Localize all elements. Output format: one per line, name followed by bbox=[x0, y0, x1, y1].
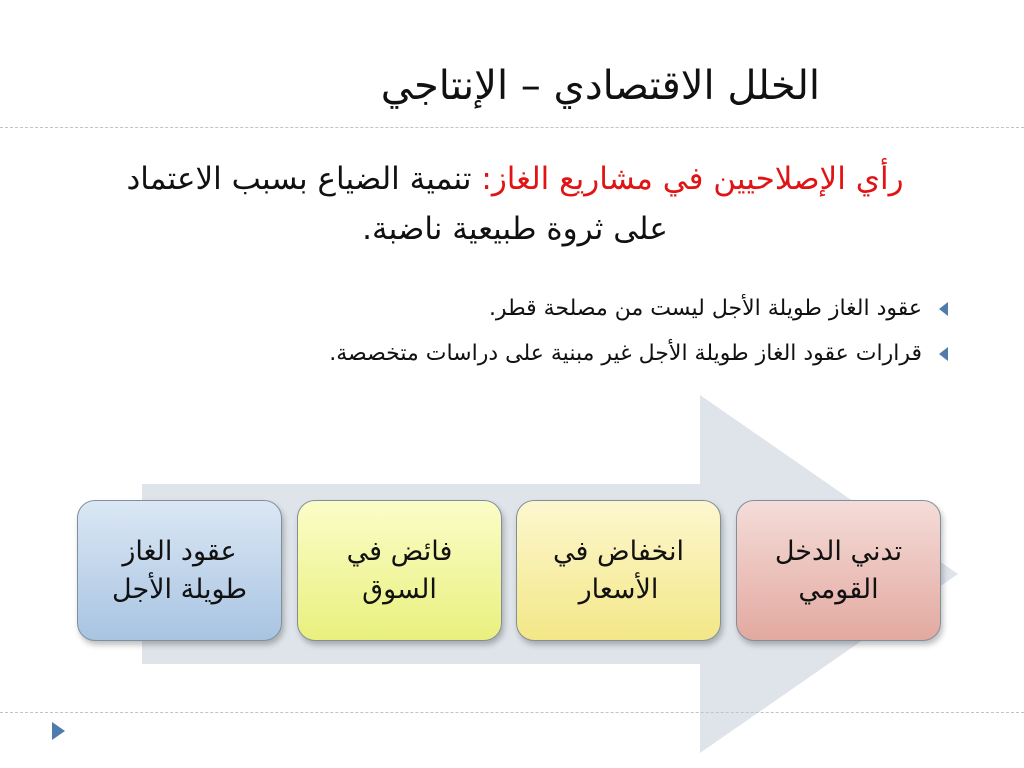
step-label: انخفاض في الأسعار bbox=[553, 535, 684, 605]
bullet-text: قرارات عقود الغاز طويلة الأجل غير مبنية على دراسات متخصصة. bbox=[329, 341, 922, 366]
process-step-3 bbox=[516, 500, 721, 641]
step-label: عقود الغاز طويلة الأجل bbox=[112, 535, 247, 605]
step-label: فائض في السوق bbox=[346, 535, 453, 605]
subtitle-highlight: رأي الإصلاحيين في مشاريع الغاز: bbox=[481, 161, 904, 197]
next-slide-icon[interactable] bbox=[52, 722, 65, 740]
process-step-4 bbox=[736, 500, 941, 641]
slide-title: الخلل الاقتصادي – الإنتاجي bbox=[380, 63, 820, 109]
step-label: تدني الدخل القومي bbox=[774, 535, 903, 605]
bottom-divider bbox=[0, 712, 1024, 713]
bullet-text: عقود الغاز طويلة الأجل ليست من مصلحة قطر. bbox=[488, 296, 922, 321]
process-step-2 bbox=[297, 500, 502, 641]
process-step-1 bbox=[77, 500, 282, 641]
subtitle-rest: تنمية الضياع بسبب الاعتماد على ثروة طبيعية ناضبة. bbox=[126, 161, 668, 247]
